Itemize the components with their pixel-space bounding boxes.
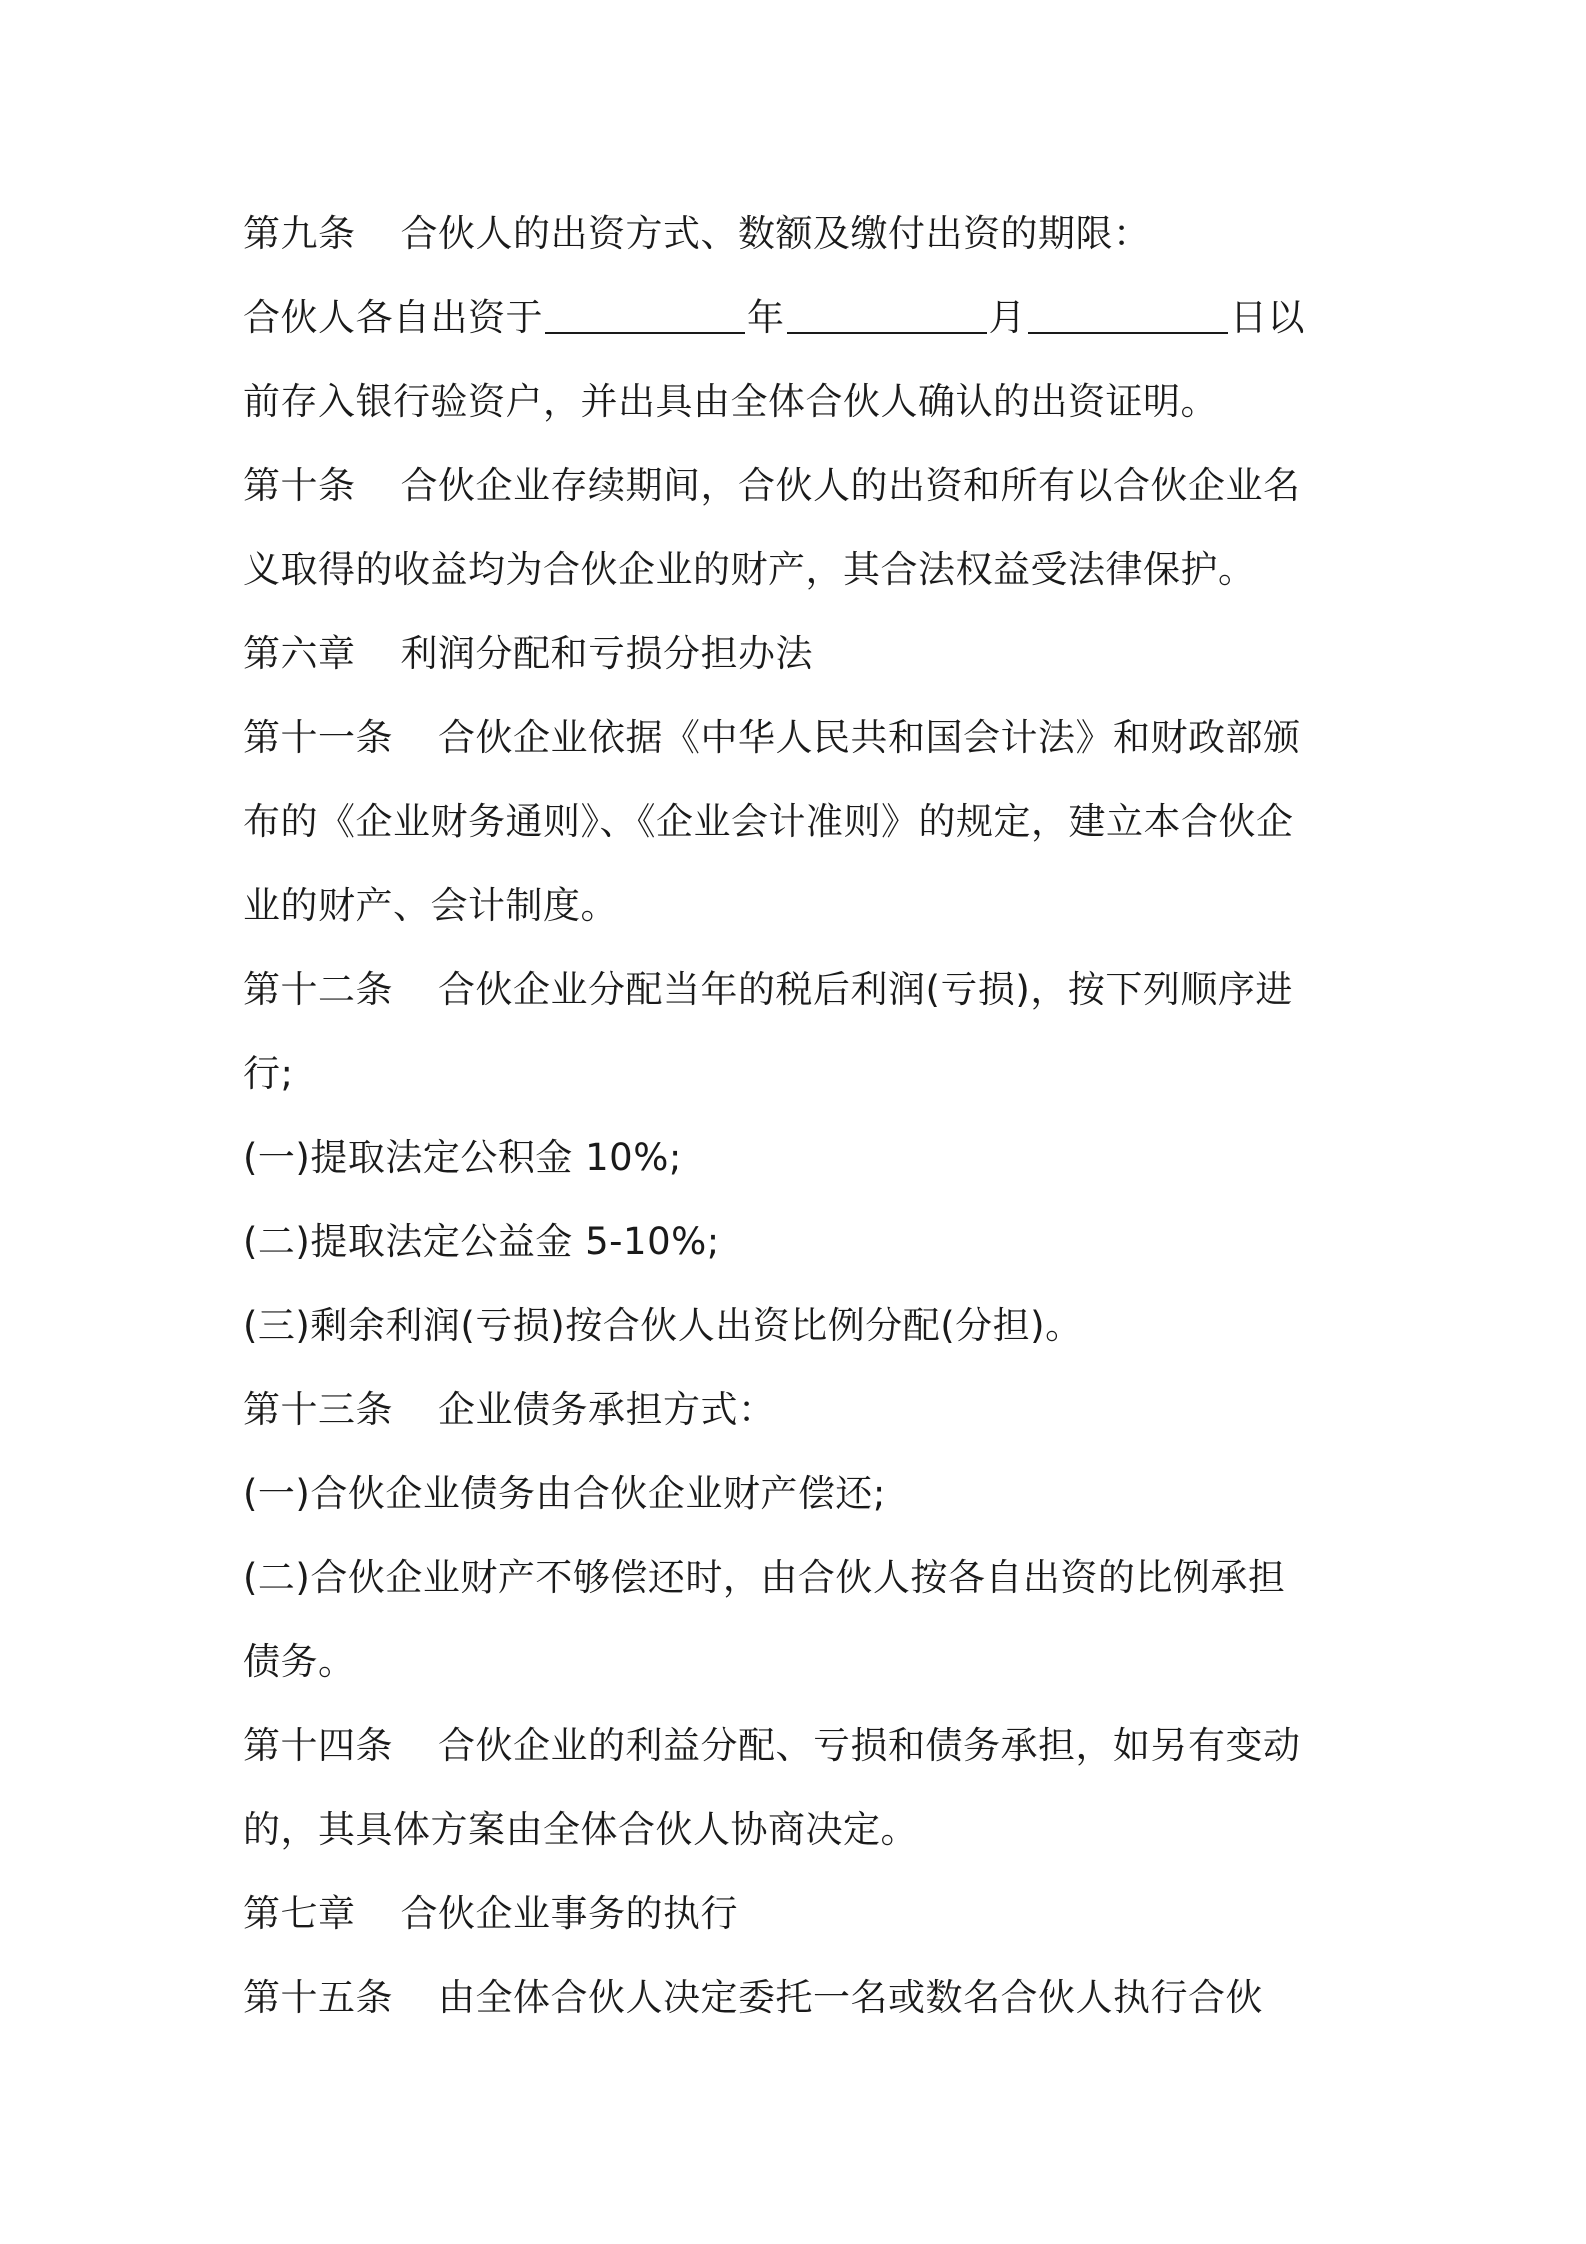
chapter-6-heading — [243, 612, 1363, 696]
article-text: 合伙企业依据《中华人民共和国会计法》和财政部颁 — [438, 716, 1301, 759]
chapter-7-heading — [243, 1872, 1363, 1956]
day-blank[interactable] — [1028, 292, 1228, 334]
list-item — [243, 1284, 1363, 1368]
paragraph-line — [243, 1032, 1363, 1116]
line-text: (一)提取法定公积金 10%; — [243, 1136, 682, 1179]
article-number: 第十一条 — [243, 716, 393, 759]
chapter-number: 第七章 — [243, 1892, 356, 1935]
day-label: 日以 — [1230, 296, 1305, 339]
list-item — [243, 1116, 1363, 1200]
article-number: 第九条 — [243, 212, 356, 255]
article-12-heading — [243, 948, 1363, 1032]
line-text: 布的《企业财务通则》、《企业会计准则》的规定，建立本合伙企 — [243, 800, 1294, 843]
article-9-heading — [243, 192, 1363, 276]
chapter-title: 合伙企业事务的执行 — [400, 1892, 738, 1935]
line-text: (二)合伙企业财产不够偿还时，由合伙人按各自出资的比例承担 — [243, 1556, 1286, 1599]
list-item — [243, 1536, 1363, 1620]
article-text: 合伙企业的利益分配、亏损和债务承担，如另有变动 — [438, 1724, 1301, 1767]
chapter-title: 利润分配和亏损分担办法 — [400, 632, 813, 675]
contribution-prefix: 合伙人各自出资于 — [243, 296, 543, 339]
line-text: 义取得的收益均为合伙企业的财产，其合法权益受法律保护。 — [243, 548, 1256, 591]
contribution-date-line — [243, 276, 1363, 360]
paragraph-line — [243, 360, 1363, 444]
article-number: 第十条 — [243, 464, 356, 507]
article-text: 由全体合伙人决定委托一名或数名合伙人执行合伙 — [438, 1976, 1263, 2019]
line-text: 的，其具体方案由全体合伙人协商决定。 — [243, 1808, 918, 1851]
article-15-heading — [243, 1956, 1363, 2040]
line-text: 债务。 — [243, 1640, 356, 1683]
article-10-heading — [243, 444, 1363, 528]
line-text: (三)剩余利润(亏损)按合伙人出资比例分配(分担)。 — [243, 1304, 1083, 1347]
line-text: 行; — [243, 1052, 294, 1095]
line-text: 业的财产、会计制度。 — [243, 884, 618, 927]
chapter-number: 第六章 — [243, 632, 356, 675]
line-text: 前存入银行验资户，并出具由全体合伙人确认的出资证明。 — [243, 380, 1218, 423]
month-blank[interactable] — [787, 292, 987, 334]
article-text: 合伙企业分配当年的税后利润(亏损)，按下列顺序进 — [438, 968, 1293, 1011]
month-label: 月 — [988, 296, 1026, 339]
article-number: 第十三条 — [243, 1388, 393, 1431]
article-number: 第十五条 — [243, 1976, 393, 2019]
document-body — [243, 192, 1363, 2040]
paragraph-line — [243, 1788, 1363, 1872]
list-item — [243, 1200, 1363, 1284]
year-blank[interactable] — [545, 292, 745, 334]
paragraph-line — [243, 780, 1363, 864]
article-14-heading — [243, 1704, 1363, 1788]
article-13-heading — [243, 1368, 1363, 1452]
article-number: 第十二条 — [243, 968, 393, 1011]
line-text: (一)合伙企业债务由合伙企业财产偿还; — [243, 1472, 886, 1515]
article-text: 合伙企业存续期间，合伙人的出资和所有以合伙企业名 — [400, 464, 1301, 507]
paragraph-line — [243, 1620, 1363, 1704]
paragraph-line — [243, 864, 1363, 948]
article-text: 企业债务承担方式： — [438, 1388, 776, 1431]
article-11-heading — [243, 696, 1363, 780]
line-text: (二)提取法定公益金 5-10%; — [243, 1220, 720, 1263]
paragraph-line — [243, 528, 1363, 612]
article-text: 合伙人的出资方式、数额及缴付出资的期限： — [400, 212, 1151, 255]
article-number: 第十四条 — [243, 1724, 393, 1767]
list-item — [243, 1452, 1363, 1536]
year-label: 年 — [747, 296, 785, 339]
